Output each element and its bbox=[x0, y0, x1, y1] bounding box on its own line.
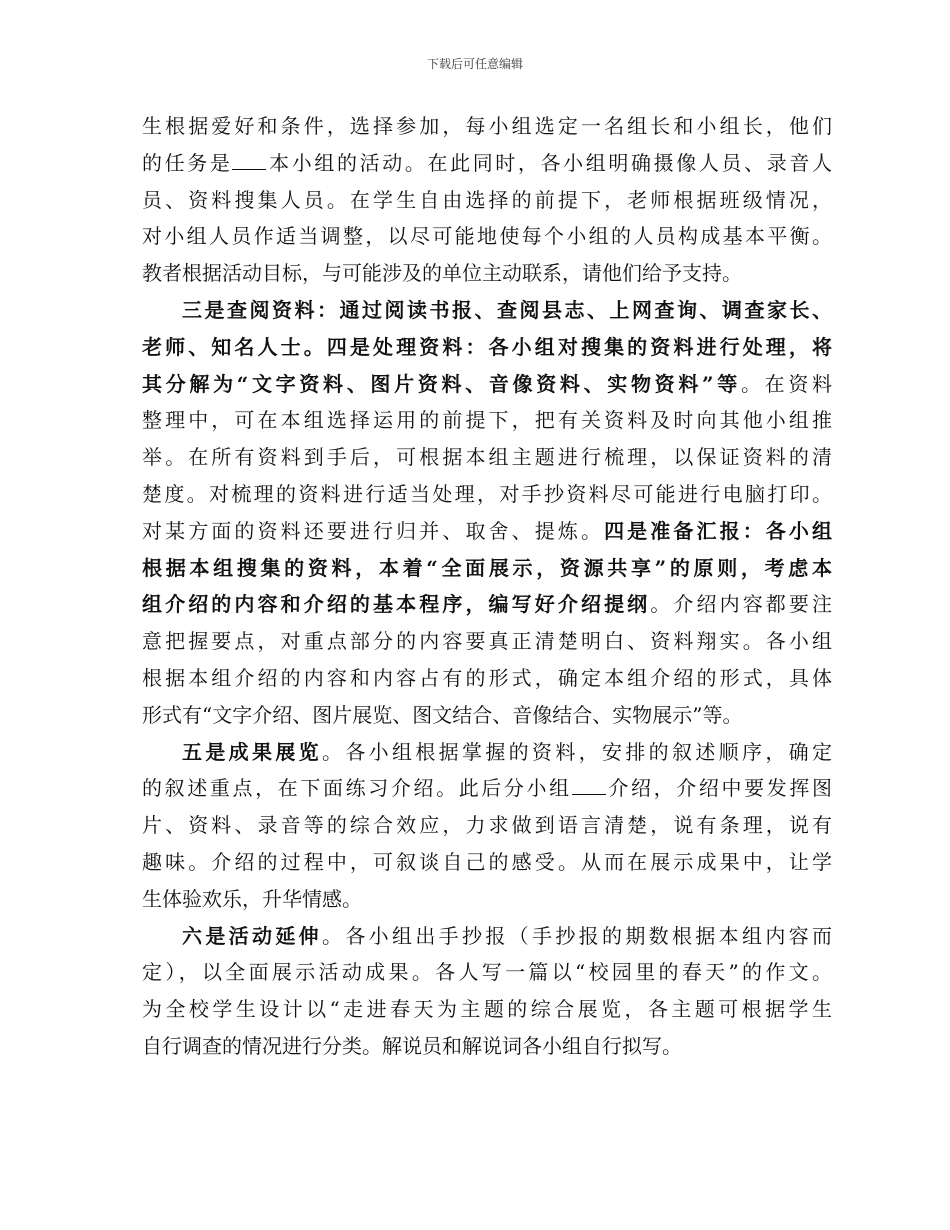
bold-text: 六是活动延伸 bbox=[182, 923, 322, 948]
page-header: 下载后可任意编辑 bbox=[426, 57, 523, 71]
text-segment: 对某方面的资料还要进行归并、取舍、提炼。 bbox=[142, 518, 605, 543]
text-segment: 根据本组介绍的内容和内容占有的形式，确定本组介绍的形式，具体 bbox=[142, 665, 832, 690]
text-segment: 意把握要点，对重点部分的内容要真正清楚明白、资料翔实。各小组 bbox=[142, 629, 832, 654]
text-line bbox=[142, 476, 832, 513]
text-segment: 生体验欢乐，升华情感。 bbox=[142, 886, 362, 911]
text-line bbox=[142, 402, 832, 439]
text-segment: 。各小组根据掌握的资料，安排的叙述顺序，确定 bbox=[322, 739, 832, 764]
bold-text: 老师、知名人士。四是处理资料：各小组对搜集的资料进行处理，将 bbox=[142, 334, 832, 359]
text-segment: 自行调查的情况进行分类。解说员和解说词各小组自行拟写。 bbox=[142, 1033, 682, 1058]
text-line bbox=[142, 586, 832, 623]
text-line bbox=[142, 366, 832, 403]
bold-text: 组介绍的内容和介绍的基本程序，编写好介绍提纲 bbox=[142, 592, 651, 617]
bold-text: 其分解为“文字资料、图片资料、音像资料、实物资料”等 bbox=[142, 371, 741, 396]
text-line bbox=[142, 108, 832, 145]
text-line bbox=[142, 145, 832, 182]
text-segment: 。介绍内容都要注 bbox=[650, 592, 833, 617]
text-segment: 形式有“文字介绍、图片展览、图文结合、音像结合、实物展示”等。 bbox=[142, 702, 743, 727]
fill-in-blank bbox=[232, 151, 266, 170]
text-line bbox=[142, 255, 832, 292]
text-segment: 介绍，介绍中要发挥图 bbox=[605, 776, 833, 801]
text-line bbox=[142, 770, 832, 807]
text-line bbox=[142, 734, 832, 771]
text-segment: 楚度。对梳理的资料进行适当处理，对手抄资料尽可能进行电脑打印。 bbox=[142, 481, 832, 506]
text-line bbox=[142, 954, 832, 991]
text-line bbox=[142, 182, 832, 219]
bold-text: 根据本组搜集的资料，本着“全面展示，资源共享”的原则，考虑本 bbox=[142, 555, 832, 580]
text-segment: 整理中，可在本组选择运用的前提下，把有关资料及时向其他小组推 bbox=[142, 408, 832, 433]
text-line bbox=[142, 918, 832, 955]
text-line bbox=[142, 329, 832, 366]
text-segment: 的任务是 bbox=[142, 150, 233, 175]
text-segment: 员、资料搜集人员。在学生自由选择的前提下，老师根据班级情况， bbox=[142, 187, 832, 212]
text-line bbox=[142, 218, 832, 255]
text-line bbox=[142, 1028, 832, 1065]
bold-text: 五是成果展览 bbox=[182, 739, 322, 764]
text-line bbox=[142, 697, 832, 734]
text-line bbox=[142, 550, 832, 587]
text-segment: 教者根据活动目标，与可能涉及的单位主动联系，请他们给予支持。 bbox=[142, 261, 742, 286]
text-segment: 。各小组出手抄报（手抄报的期数根据本组内容而 bbox=[322, 923, 832, 948]
text-segment: 定），以全面展示活动成果。各人写一篇以“校园里的春天”的作文。 bbox=[142, 960, 832, 985]
text-line bbox=[142, 623, 832, 660]
text-segment: 为全校学生设计以“走进春天为主题的综合展览，各主题可根据学生 bbox=[142, 997, 832, 1022]
text-segment: 片、资料、录音等的综合效应，力求做到语言清楚，说有条理，说有 bbox=[142, 813, 832, 838]
text-line bbox=[142, 513, 832, 550]
text-segment: 本小组的活动。在此同时，各小组明确摄像人员、录音人 bbox=[266, 150, 833, 175]
text-segment: 趣味。介绍的过程中，可叙谈自己的感受。从而在展示成果中，让学 bbox=[142, 849, 832, 874]
text-segment: 。在资料 bbox=[740, 371, 833, 396]
text-segment: 生根据爱好和条件，选择参加，每小组选定一名组长和小组长，他们 bbox=[142, 114, 832, 138]
text-segment: 对小组人员作适当调整，以尽可能地使每个小组的人员构成基本平衡。 bbox=[142, 224, 832, 249]
text-segment: 的叙述重点，在下面练习介绍。此后分小组 bbox=[142, 776, 572, 801]
text-line bbox=[142, 881, 832, 918]
text-segment: 举。在所有资料到手后，可根据本组主题进行梳理，以保证资料的清 bbox=[142, 445, 832, 470]
text-line bbox=[142, 660, 832, 697]
text-line bbox=[142, 844, 832, 881]
text-line bbox=[142, 292, 832, 329]
text-line bbox=[142, 807, 832, 844]
document-body bbox=[142, 108, 832, 1065]
bold-text: 四是准备汇报：各小组 bbox=[604, 518, 833, 543]
bold-text: 三是查阅资料：通过阅读书报、查阅县志、上网查询、调查家长、 bbox=[182, 297, 832, 322]
text-line bbox=[142, 991, 832, 1028]
fill-in-blank bbox=[572, 776, 606, 795]
text-line bbox=[142, 439, 832, 476]
